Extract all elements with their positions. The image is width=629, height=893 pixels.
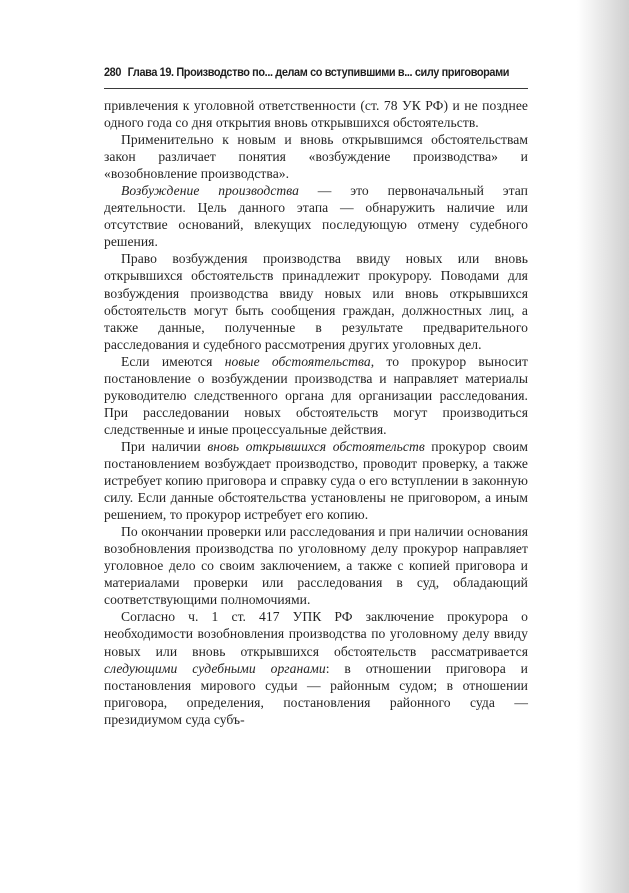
text-run: привлечения к уголовной ответственности (ст. 78 УК РФ) и не позднее одного года со дня открытия вновь открывшихся обстоятельств. bbox=[104, 98, 528, 131]
text-run: Если имеются bbox=[121, 353, 225, 369]
text-run: : в отношении приговора и постановления мирового судьи — районным судом; в отношении приговора, определения, постановления районного суда — президиумом суда субъ- bbox=[104, 660, 528, 727]
paragraph bbox=[104, 182, 528, 250]
text-run: — это первоначальный этап деятельности. Цель данного этапа — обнаружить наличие или отсутствие оснований, влекущих последующую отмену судебного решения. bbox=[104, 183, 528, 250]
text-run: , то прокурор выносит постановление о возбуждении производства и направляет материалы руководителю следственного органа для организации расследования. При расследовании новых обстоятельств могут производиться следственные и иные процессуальные действия. bbox=[104, 353, 528, 437]
text-run: Согласно ч. 1 ст. 417 УПК РФ заключение прокурора о необходимости возобновления производства по уголовному делу ввиду новых или вновь открывшихся обстоятельств рассматривается bbox=[104, 609, 528, 659]
text-run: Применительно к новым и вновь открывшимся обстоятельствам закон различает понятия «возбуждение производства» и «возобновление производства». bbox=[104, 132, 528, 182]
running-head bbox=[104, 66, 510, 86]
italic-term: следующими судебными органами bbox=[104, 660, 326, 676]
paragraph bbox=[104, 250, 528, 352]
paragraph bbox=[104, 131, 528, 182]
book-page bbox=[104, 66, 528, 728]
text-run: По окончании проверки или расследования и при наличии основания возобновления производства по уголовному делу прокурор направляет уголовное дело со своим заключением, а также с копией приговора и материалами проверки или расследования в суд, обладающий соответствующими полномочиями. bbox=[104, 524, 528, 608]
page-number: 280 bbox=[104, 66, 122, 79]
header-rule bbox=[104, 88, 528, 89]
text-run: Право возбуждения производства ввиду новых или вновь открывшихся обстоятельств принадлежит прокурору. Поводами для возбуждения производства ввиду новых или вновь открывшихся обстоятельств могут быть сообщения граждан, должностных лиц, а также данные, полученные в результате предварительного расследования и судебного рассмотрения других уголовных дел. bbox=[104, 251, 528, 352]
paragraph bbox=[104, 353, 528, 438]
italic-term: новые обстоятельства bbox=[224, 353, 371, 369]
italic-term: вновь открывшихся обстоятельств bbox=[207, 438, 425, 454]
paragraph bbox=[104, 608, 528, 727]
paragraph bbox=[104, 438, 528, 523]
paragraph bbox=[104, 523, 528, 608]
paragraph bbox=[104, 97, 528, 131]
body-text bbox=[104, 97, 528, 728]
chapter-title: Глава 19. Производство по... делам со вступившими в... силу приговорами bbox=[127, 66, 510, 79]
text-run: прокурор своим постановлением возбуждает производство, проводит проверку, а также истребует копию приговора и справку суда о его вступлении в законную силу. Если данные обстоятельства установлены не приговором, а иным решением, то прокурор истребует его копию. bbox=[104, 438, 528, 523]
page-gutter-shadow bbox=[577, 0, 629, 893]
italic-term: Возбуждение производства bbox=[121, 183, 299, 199]
text-run: При наличии bbox=[121, 438, 208, 454]
